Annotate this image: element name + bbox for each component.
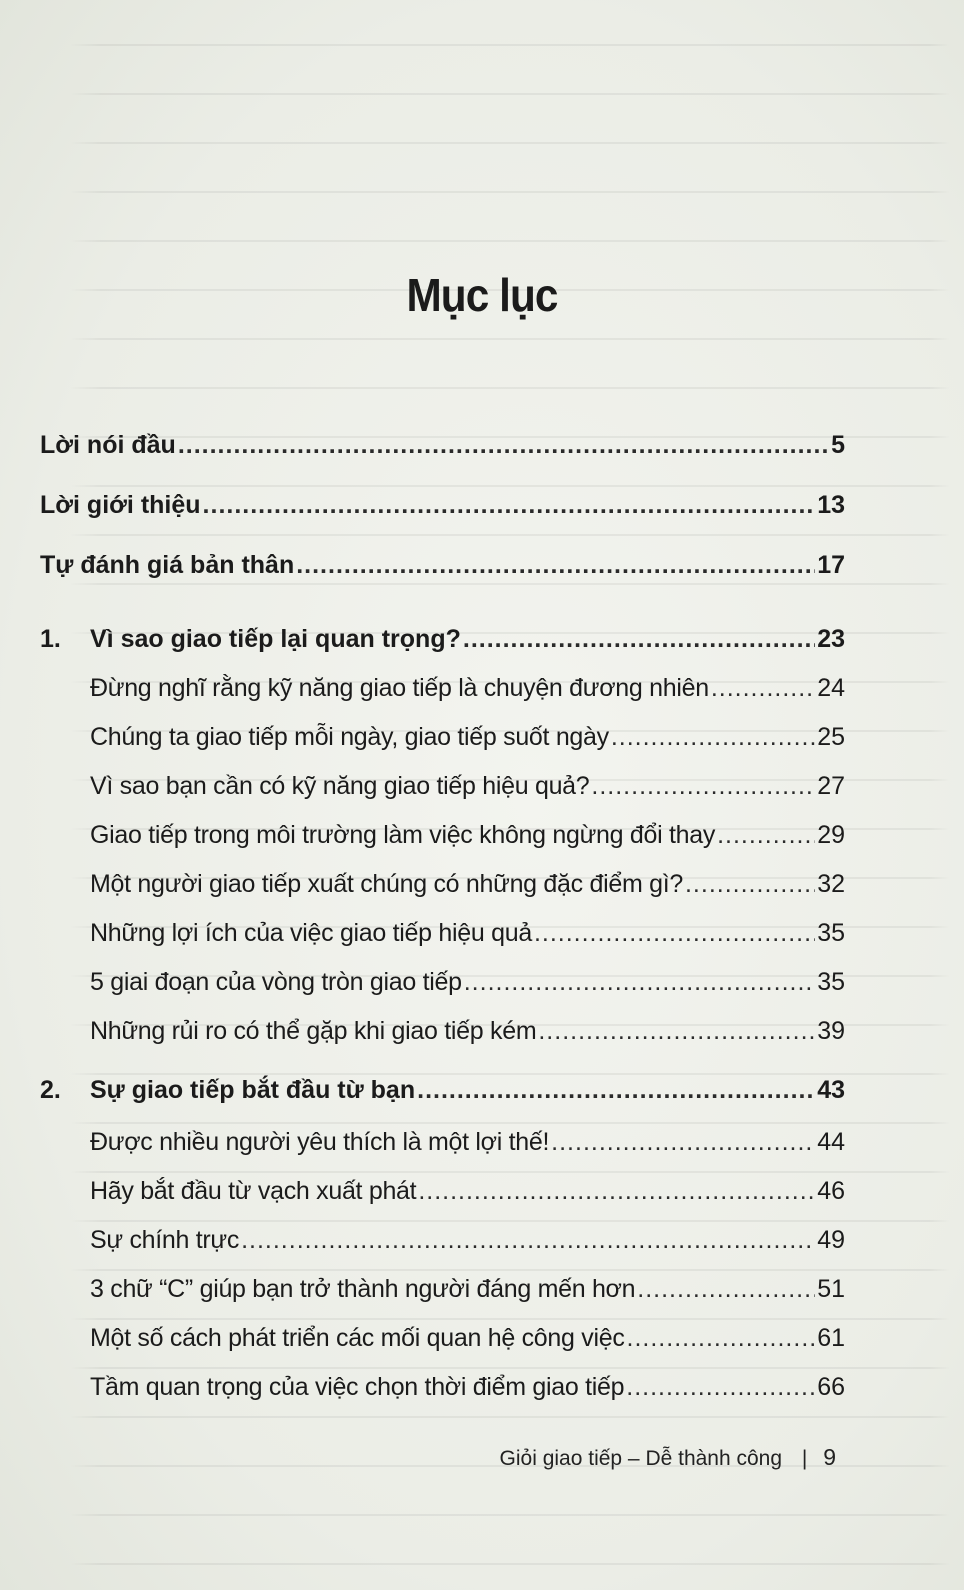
toc-section: 5 giai đoạn của vòng tròn giao tiếp ..... 35 xyxy=(40,957,845,997)
toc-section: Giao tiếp trong môi trường làm việc không ngừng đổi thay ..... 29 xyxy=(40,810,845,850)
toc-section: Hãy bắt đầu từ vạch xuất phát ..... 46 xyxy=(40,1166,845,1206)
toc-section: Vì sao bạn cần có kỹ năng giao tiếp hiệu quả? ..... 27 xyxy=(40,761,845,801)
toc-section: Những rủi ro có thể gặp khi giao tiếp kém ..... 39 xyxy=(40,1006,845,1046)
toc-entry-preface: Lời nói đầu ..... 5 xyxy=(40,420,845,460)
running-title: Giỏi giao tiếp – Dễ thành công xyxy=(499,1447,783,1470)
toc-section: Một người giao tiếp xuất chúng có những đặc điểm gì? ..... 32 xyxy=(40,859,845,899)
toc-section: Chúng ta giao tiếp mỗi ngày, giao tiếp suốt ngày ..... 25 xyxy=(40,712,845,752)
toc-section: Đừng nghĩ rằng kỹ năng giao tiếp là chuyện đương nhiên ..... 24 xyxy=(40,663,845,703)
page-footer xyxy=(500,1444,836,1471)
toc-section: Sự chính trực ..... 49 xyxy=(40,1215,845,1255)
page-title: Mục lục xyxy=(406,269,558,321)
page-number: 9 xyxy=(823,1444,836,1470)
toc-chapter-2: 2. Sự giao tiếp bắt đầu từ bạn ..... 43 xyxy=(40,1065,845,1105)
toc-chapter-1: 1. Vì sao giao tiếp lại quan trọng? ..... 23 xyxy=(40,614,845,654)
toc-entry-introduction: Lời giới thiệu ..... 13 xyxy=(40,480,845,520)
toc-entry-self-assessment: Tự đánh giá bản thân ..... 17 xyxy=(40,540,845,580)
toc-section: Được nhiều người yêu thích là một lợi thế! ..... 44 xyxy=(40,1117,845,1157)
toc-section: 3 chữ “C” giúp bạn trở thành người đáng mến hơn ..... 51 xyxy=(40,1264,845,1304)
toc-section: Một số cách phát triển các mối quan hệ công việc ..... 61 xyxy=(40,1313,845,1353)
toc-section: Tầm quan trọng của việc chọn thời điểm giao tiếp ..... 66 xyxy=(40,1362,845,1402)
footer-separator: | xyxy=(801,1447,808,1470)
toc-section: Những lợi ích của việc giao tiếp hiệu quả ..... 35 xyxy=(40,908,845,948)
